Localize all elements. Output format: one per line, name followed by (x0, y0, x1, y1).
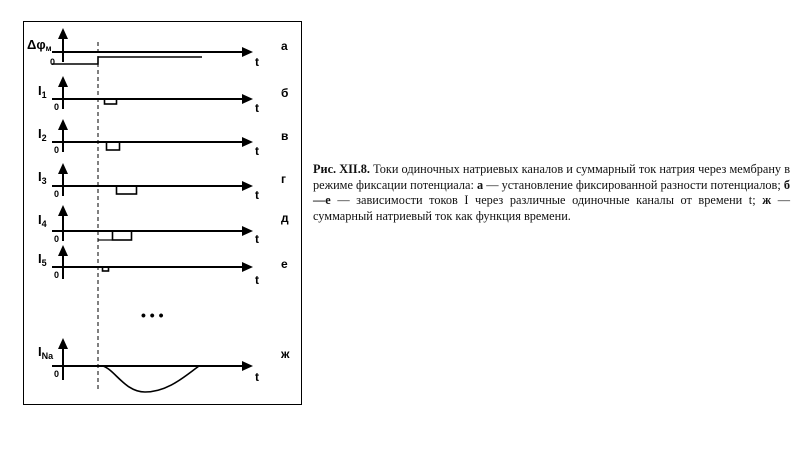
panel-letter: в (281, 129, 289, 143)
caption-text: Токи одиночных натриевых каналов и суммарный ток натрия через мембрану в режиме фиксации потенциала: (313, 162, 790, 192)
zero-label: 0 (50, 57, 56, 67)
channel-current-pulse (107, 142, 120, 150)
channel-current-pulse (113, 231, 132, 240)
time-label: t (255, 144, 259, 158)
x-axis-arrow (242, 226, 253, 236)
total-sodium-current-curve (98, 366, 199, 392)
y-axis-arrow (58, 28, 68, 39)
y-axis-label: $I_1$ (38, 83, 47, 100)
panel-letter: ж (281, 347, 290, 361)
caption-ref-zh: ж (762, 193, 772, 208)
time-label: t (255, 232, 259, 246)
y-axis-arrow (58, 163, 68, 174)
time-label: t (255, 101, 259, 115)
panel-a (27, 28, 288, 69)
ellipsis-marker: • • • (141, 307, 164, 323)
y-axis-arrow (58, 119, 68, 130)
x-axis-arrow (242, 94, 253, 104)
x-axis-arrow (242, 47, 253, 57)
panel-e (38, 245, 288, 287)
y-axis-label: $I_3$ (38, 169, 47, 186)
y-axis-arrow (58, 338, 68, 349)
channel-current-pulse (117, 186, 137, 194)
panel-g (38, 163, 286, 202)
panel-letter: б (281, 86, 289, 100)
y-axis-label: $I_5$ (38, 251, 47, 268)
channel-current-pulse (105, 99, 117, 104)
y-axis-label: $I_{Na}$ (38, 344, 54, 361)
panel-v (38, 119, 288, 158)
panel-letter: д (281, 211, 289, 225)
caption-text: — зависимости токов I через различные одиночные каналы от времени t; (330, 193, 763, 208)
time-label: t (255, 273, 259, 287)
y-axis-arrow (58, 76, 68, 87)
y-axis-label: $I_4$ (38, 212, 47, 229)
caption-text: — суммарный натриевый ток как функция времени. (313, 193, 790, 223)
panel-letter: а (281, 39, 288, 53)
potential-trace (52, 57, 202, 64)
x-axis-arrow (242, 262, 253, 272)
zero-label: 0 (54, 189, 60, 199)
zero-label: 0 (54, 369, 60, 379)
y-axis-arrow (58, 245, 68, 256)
x-axis-arrow (242, 361, 253, 371)
time-label: t (255, 55, 259, 69)
zero-label: 0 (54, 145, 60, 155)
figure-caption (313, 162, 790, 224)
caption-text: — установление фиксированной разности потенциалов; (483, 177, 784, 192)
time-label: t (255, 188, 259, 202)
panel-zh (38, 338, 290, 392)
panel-letter: г (281, 172, 286, 186)
y-axis-label: Δφм (27, 37, 52, 53)
zero-label: 0 (54, 234, 60, 244)
zero-label: 0 (54, 270, 60, 280)
caption-label: Рис. XII.8. (313, 162, 370, 176)
panel-d (38, 205, 289, 246)
caption-ref-be: б—е (313, 177, 791, 208)
zero-label: 0 (54, 102, 60, 112)
channel-current-pulse (103, 267, 109, 271)
panel-b (38, 76, 288, 115)
x-axis-arrow (242, 137, 253, 147)
y-axis-label: $I_2$ (38, 126, 47, 143)
x-axis-arrow (242, 181, 253, 191)
time-label: t (255, 370, 259, 384)
panel-letter: е (281, 257, 288, 271)
y-axis-arrow (58, 205, 68, 216)
caption-ref-a: а (476, 177, 484, 192)
